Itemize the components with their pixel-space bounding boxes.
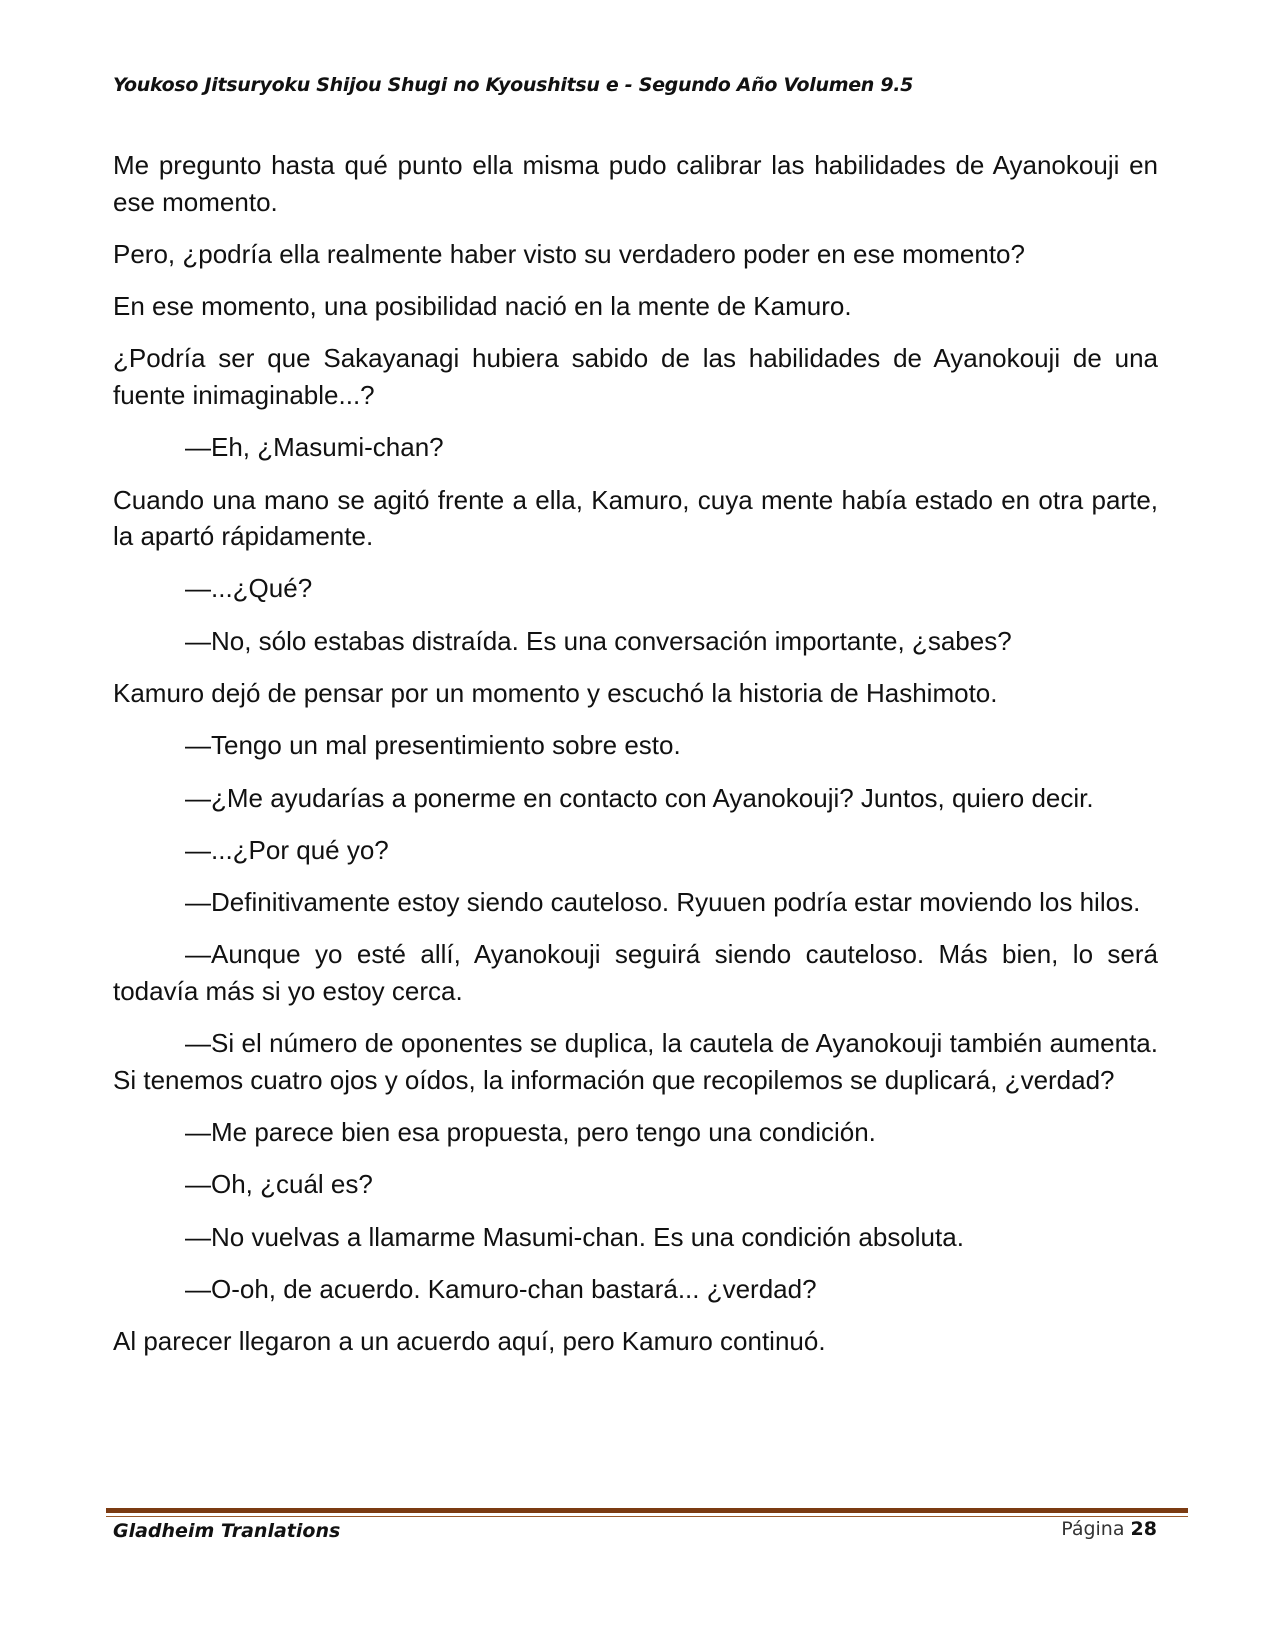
paragraph: Cuando una mano se agitó frente a ella, Kamuro, cuya mente había estado en otra parte, la apartó rápidamente. [113, 484, 1158, 552]
dialogue-paragraph: —...¿Por qué yo? [185, 834, 389, 865]
dialogue-paragraph: —Me parece bien esa propuesta, pero tengo una condición. [185, 1117, 876, 1148]
dialogue-paragraph: —Aunque yo esté allí, Ayanokouji seguirá siendo cauteloso. Más bien, lo será todavía más si yo estoy cerca. [113, 939, 1158, 1007]
footer-rule-thin [106, 1516, 1188, 1517]
page-number [1061, 1518, 1157, 1540]
dialogue-paragraph: —O-oh, de acuerdo. Kamuro-chan bastará... ¿verdad? [185, 1274, 817, 1305]
dialogue-paragraph: —Oh, ¿cuál es? [185, 1169, 373, 1200]
running-header: Youkoso Jitsuryoku Shijou Shugi no Kyoushitsu e - Segundo Año Volumen 9.5 [113, 74, 914, 96]
dialogue-paragraph: —Tengo un mal presentimiento sobre esto. [185, 730, 681, 761]
page-label: Página [1061, 1518, 1125, 1540]
footer-translator: Gladheim Tranlations [113, 1520, 341, 1542]
paragraph: Me pregunto hasta qué punto ella misma pudo calibrar las habilidades de Ayanokouji en ese momento. [113, 150, 1158, 217]
page-number-value: 28 [1130, 1518, 1157, 1540]
dialogue-paragraph: —Eh, ¿Masumi-chan? [185, 432, 444, 463]
paragraph: Pero, ¿podría ella realmente haber visto su verdadero poder en ese momento? [113, 238, 1025, 269]
dialogue-paragraph: —No vuelvas a llamarme Masumi-chan. Es una condición absoluta. [185, 1221, 964, 1252]
paragraph: Kamuro dejó de pensar por un momento y escuchó la historia de Hashimoto. [113, 678, 998, 709]
dialogue-paragraph: —...¿Qué? [185, 573, 313, 604]
dialogue-paragraph: —No, sólo estabas distraída. Es una conversación importante, ¿sabes? [185, 625, 1012, 656]
dialogue-paragraph: —¿Me ayudarías a ponerme en contacto con Ayanokouji? Juntos, quiero decir. [185, 782, 1094, 813]
dialogue-paragraph: —Si el número de oponentes se duplica, la cautela de Ayanokouji también aumenta. Si tenemos cuatro ojos y oídos, la información que recopilemos se duplicará, ¿verdad? [113, 1028, 1158, 1095]
dialogue-paragraph: —Definitivamente estoy siendo cauteloso. Ryuuen podría estar moviendo los hilos. [185, 887, 1141, 918]
footer-rule [106, 1508, 1188, 1513]
paragraph: En ese momento, una posibilidad nació en la mente de Kamuro. [113, 291, 852, 322]
paragraph: Al parecer llegaron a un acuerdo aquí, pero Kamuro continuó. [113, 1326, 826, 1357]
paragraph: ¿Podría ser que Sakayanagi hubiera sabido de las habilidades de Ayanokouji de una fuente inimaginable...? [113, 343, 1158, 411]
body-text [113, 147, 1158, 1376]
